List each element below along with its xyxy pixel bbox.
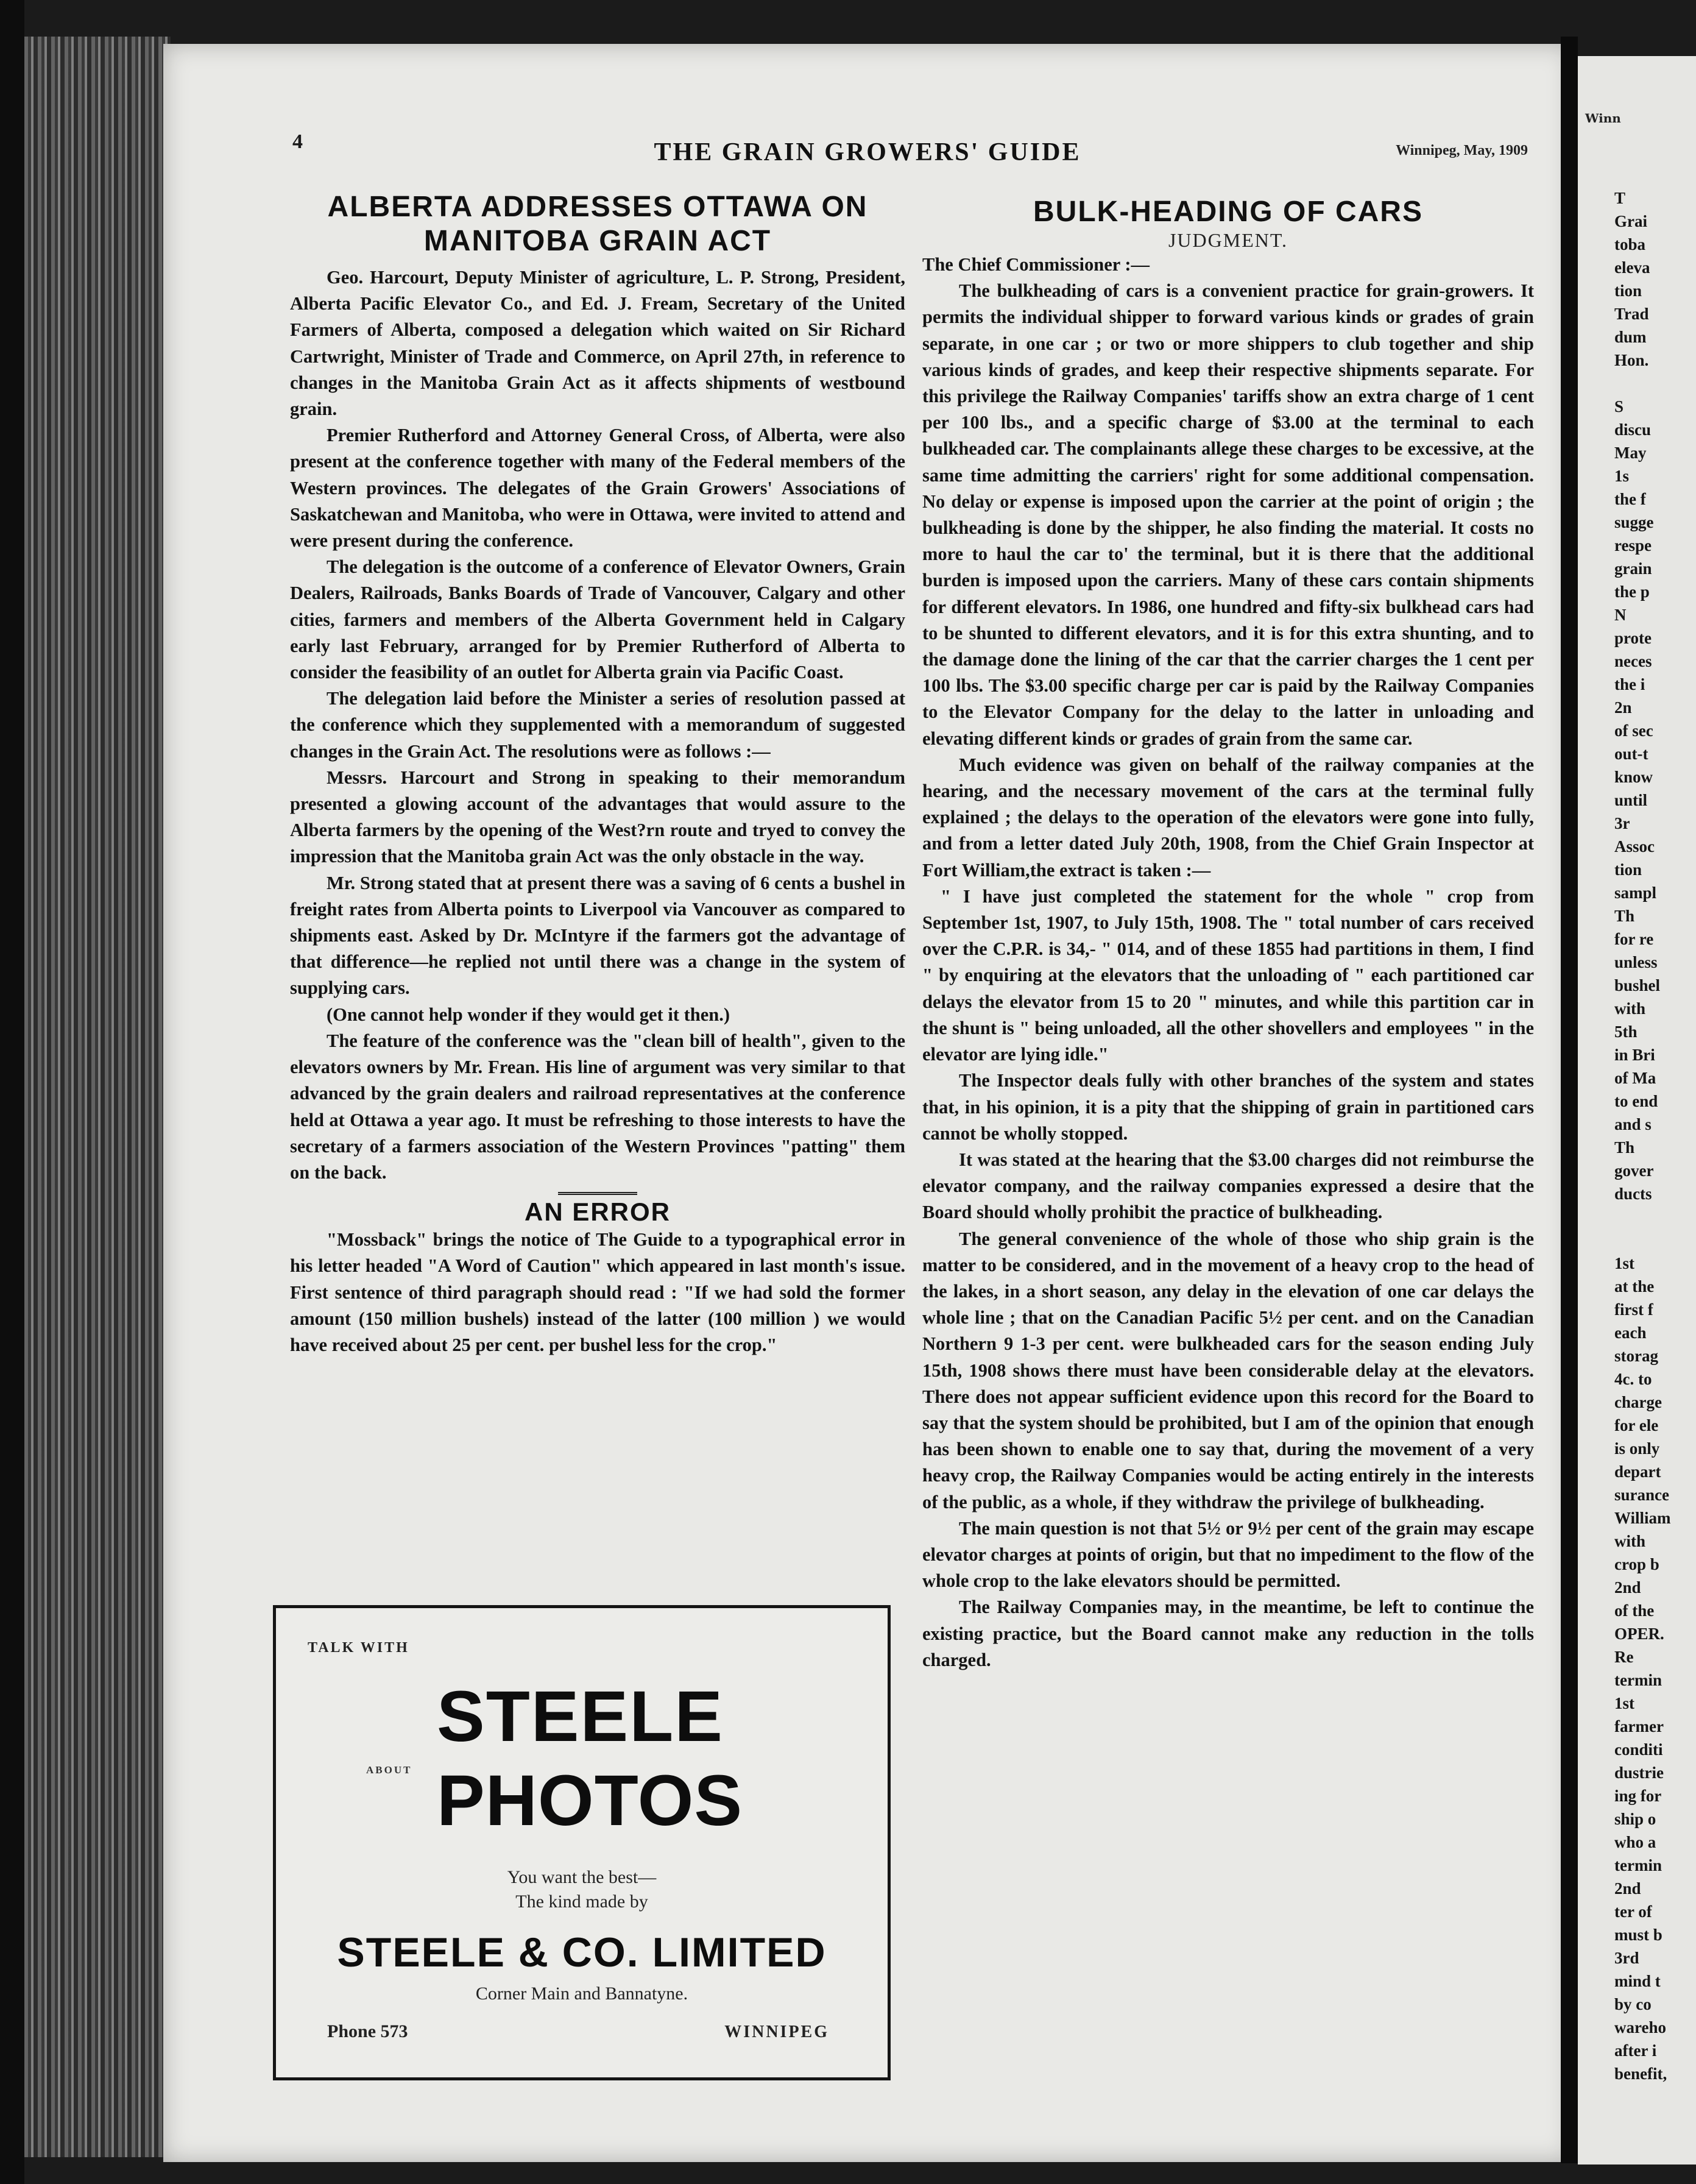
adjacent-page-line: for re [1614,930,1654,948]
adjacent-page-line: after i [1614,2041,1657,2060]
adjacent-page-line: Th [1614,1138,1635,1157]
adjacent-page-line: prote [1614,629,1652,647]
advert-steele: STEELE [437,1676,724,1757]
advert-tagline [276,1865,888,1914]
adjacent-page-line: May [1614,444,1647,462]
advert-tagline-2: The kind made by [515,1892,648,1912]
adjacent-page-line: with [1614,1532,1646,1550]
adjacent-page-line: Trad [1614,305,1649,323]
adjacent-page-line: crop b [1614,1555,1659,1573]
adjacent-page-line: mind t [1614,1972,1661,1990]
advert-company: STEELE & CO. LIMITED [337,1929,827,1976]
adjacent-page-line: out-t [1614,745,1648,763]
adjacent-page-line: termin [1614,1671,1662,1689]
adjacent-page-line: the f [1614,490,1646,508]
adjacent-page-line: dum [1614,328,1647,346]
article-paragraph: The main question is not that 5½ or 9½ per cent of the grain may escape elevator charges at points of origin, but that no impediment to the flow of the whole crop to the lake elevators should be permitted. [922,1517,1534,1592]
adjacent-page-line: respe [1614,536,1652,555]
adjacent-page-line: termin [1614,1856,1662,1874]
adjacent-page-line: T [1614,189,1626,207]
page-number: 4 [292,130,303,153]
adjacent-page-line [1578,372,1696,395]
article-paragraph: The feature of the conference was the "clean bill of health", given to the elevators owners by Mr. Frean. His line of argument was very similar to that advanced by the grain dealers and railroad representatives at the conference held at Ottawa a year ago. It must be refreshing to those interests to have the secretary of a farmers association of the Western Provinces "patting" them on the back. [290,1030,905,1183]
adjacent-page-line: William [1614,1509,1671,1527]
adjacent-page-line: sugge [1614,513,1654,531]
advert-tagline-1: You want the best— [507,1867,657,1887]
adjacent-page-line: for ele [1614,1416,1659,1434]
adjacent-page-line: depart [1614,1462,1661,1481]
article-paragraph: The Inspector deals fully with other branches of the system and states that, in his opinion, it is a pity that the shipping of grain in partitioned cars cannot be wholly stopped. [922,1070,1534,1144]
adjacent-page-line: who a [1614,1833,1656,1851]
advert-talk-with: TALK WITH [308,1640,409,1656]
article-paragraph: Messrs. Harcourt and Strong in speaking to their memorandum presented a glowing account of the advantages that would assure to the Alberta farmers by the opening of the West?rn route and tryed to convey the impression that the Manitoba grain Act was the only obstacle in the way. [290,767,905,867]
error-headline: AN ERROR [524,1197,671,1227]
article-paragraph: The Railway Companies may, in the meantime, be left to continue the existing practice, but the Board cannot make any reduction in the tolls charged. [922,1597,1534,1670]
adjacent-page-line: 2n [1614,698,1632,717]
article-paragraph: Mr. Strong stated that at present there was a saving of 6 cents a bushel in freight rates from Alberta points to Liverpool via Vancouver as compared to shipments east. Asked by Dr. McIntyre if the farmers got the advantage of that difference—he replied not until there was a change in the system of supplying cars. [290,872,905,999]
adjacent-page-line: unless [1614,953,1658,971]
adjacent-page-line: ship o [1614,1810,1656,1828]
adjacent-page-line: Th [1614,907,1635,925]
adjacent-page-line: ter of [1614,1902,1652,1921]
page-gutter [1561,37,1578,2163]
bulkheading-headline: BULK-HEADING OF CARS [1033,196,1423,228]
adjacent-page-line: storag [1614,1347,1658,1365]
right-column [922,195,1534,1673]
adjacent-page-line: benefit, [1614,2065,1667,2083]
advert-about: ABOUT [366,1764,412,1776]
adjacent-page-line: of sec [1614,722,1653,740]
adjacent-page-line: 5th [1614,1023,1638,1041]
adjacent-page-header: Winn [1585,111,1621,126]
issue-date: Winnipeg, May, 1909 [1396,143,1528,158]
adjacent-page-line: bushel [1614,976,1661,994]
error-paragraph: "Mossback" brings the notice of The Guide to a typographical error in his letter headed "A Word of Caution" which appeared in last month's issue. First sentence of third paragraph should read : "If we had sold the former amount (150 million bushels) instead of the latter (100 million ) we would have received about 25 per cent. per bushel less for the crop." [290,1229,905,1355]
adjacent-page-line: neces [1614,652,1652,670]
adjacent-page-line: charge [1614,1393,1662,1411]
article-paragraph: Premier Rutherford and Attorney General Cross, of Alberta, were also present at the conference together with many of the Federal members of the Western provinces. The delegates of the Grain Growers' Associations of Saskatchewan and Manitoba, who were in Ottawa, were invited to attend and were present during the conference. [290,425,905,551]
adjacent-page-line: S [1614,397,1624,416]
adjacent-page-line: and s [1614,1115,1652,1133]
adjacent-page-line: surance [1614,1486,1669,1504]
adjacent-page-line: N [1614,606,1627,624]
adjacent-page-line: discu [1614,420,1652,439]
adjacent-page-line: each [1614,1324,1647,1342]
steele-photos-advert [273,1605,891,2080]
adjacent-page-line: to end [1614,1092,1658,1110]
advert-address: Corner Main and Bannatyne. [475,1984,688,2004]
article-paragraph: The general convenience of the whole of those who ship grain is the matter to be considered, and in the movement of a heavy crop to the head of the lakes, in a short season, any delay in the elevation of one car delays the whole line ; that on the Canadian Pacific 5½ per cent. and on the Canadian Northern 9 1-3 per cent. were bulkheaded cars for the season ending July 15th, 1908 shows there must have been considerable delay at the elevators. There does not appear sufficient evidence upon this record for the Board to say that the system should be prohibited, but I am of the opinion that enough has been shown to enable one to say that, during the movement of a very heavy crop, the Railway Companies would be acting entirely in the interests of the public, as a whole, if they withdraw the privilege of bulkheading. [922,1228,1534,1512]
adjacent-page-line: with [1614,999,1646,1018]
adjacent-page-line: 2nd [1614,1578,1641,1597]
adjacent-page-line: 3rd [1614,1949,1639,1967]
article-paragraph: The bulkheading of cars is a convenient practice for grain-growers. It permits the individual shipper to forward various kinds or grades of grain separate, in one car ; or two or more shippers to club together and ship various kinds of grades, and keep their respective shipments separate. For this privilege the Railway Companies' tariffs show an extra charge of 1 cent per 100 lbs., and a specific charge of $3.00 at the terminal to each bulkheaded car. The complainants allege these charges to be excessive, at the same time admitting the carriers' right for some additional compensation. No delay or expense is imposed upon the carrier at the point of origin ; the bulkheading is done by the shipper, he also finding the material. It costs no more to haul the car to' the terminal, but it is there that the additional burden is imposed upon the carriers. Many of these cars contain shipments for different elevators. In 1986, one hundred and fifty-six bulkhead cars had to be shunted to different elevators, and it is for this extra shunting, and to the damage done the lining of the car that the carrier charges the 1 cent per 100 lbs. The $3.00 specific charge per car is paid by the Railway Companies to the Elevator Company for the delay to the latter in unloading and elevating different kinds or grades of grain from the same car. [922,280,1534,749]
adjacent-page-line: in Bri [1614,1046,1655,1064]
article-paragraph: Much evidence was given on behalf of the railway companies at the hearing, and the necessary movement of the cars at the terminal fully explained ; the delays to the operation of the elevators were gone into fully, and from a letter dated July 20th, 1908, from the Chief Grain Inspector at Fort William,the extract is taken :— [922,754,1534,881]
adjacent-page-line: 4c. to [1614,1370,1652,1388]
adjacent-page-line: farmer [1614,1717,1664,1736]
advert-phone: Phone 573 [327,2021,408,2041]
adjacent-page-line: gover [1614,1161,1654,1180]
article-paragraph: (One cannot help wonder if they would get it then.) [327,1004,730,1025]
adjacent-page-line [1578,1228,1696,1252]
adjacent-page-line: ing for [1614,1787,1662,1805]
adjacent-page-line: Assoc [1614,837,1655,856]
adjacent-page-line: Hon. [1614,351,1649,369]
film-edge [0,0,24,2184]
adjacent-page-line: at the [1614,1277,1655,1296]
adjacent-page-line: must b [1614,1926,1662,1944]
alberta-headline: ALBERTA ADDRESSES OTTAWA ON MANITOBA GRAIN ACT [327,191,868,257]
adjacent-page-line: the p [1614,583,1650,601]
adjacent-page-line: wareho [1614,2018,1666,2037]
judgment-subhead: JUDGMENT. [1168,229,1288,251]
adjacent-page-line: the i [1614,675,1645,693]
adjacent-page-line: tion [1614,860,1642,879]
adjacent-page-line: 1st [1614,1254,1634,1272]
adjacent-page-line: by co [1614,1995,1652,2013]
newspaper-page [163,44,1572,2162]
adjacent-page-line: Grai [1614,212,1647,230]
bound-volume-edge [24,37,171,2157]
adjacent-page-line: sampl [1614,884,1657,902]
adjacent-page-line: is only [1614,1439,1660,1458]
adjacent-page-line: Re [1614,1648,1634,1666]
adjacent-page-line: ducts [1614,1185,1652,1203]
adjacent-page-line: 3r [1614,814,1630,832]
adjacent-page-line: of the [1614,1601,1655,1620]
adjacent-page-line: eleva [1614,258,1650,277]
adjacent-page-line [1578,1205,1696,1228]
article-paragraph: The delegation is the outcome of a conference of Elevator Owners, Grain Dealers, Railroads, Banks Boards of Trade of Vancouver, Calgary and other cities, farmers and members of the Alberta Government held in Calgary early last February, arranged for by Premier Rutherford of Alberta to consider the feasibility of an outlet for Alberta grain via Pacific Coast. [290,556,905,683]
advert-photos: PHOTOS [437,1760,743,1841]
adjacent-page-line: OPER. [1614,1625,1664,1643]
article-paragraph: It was stated at the hearing that the $3.00 charges did not reimburse the elevator company, and the railway companies expressed a desire that the Board should wholly prohibit the practice of bulkheading. [922,1149,1534,1223]
adjacent-page-line: 1s [1614,467,1630,485]
adjacent-page-line: of Ma [1614,1069,1656,1087]
adjacent-page-line: grain [1614,559,1652,578]
inspector-quote: " I have just completed the statement for the whole " crop from September 1st, 1907, to July 15th, 1908. The " total number of cars received over the C.P.R. is 34,- " 014, and of these 1855 had partitions in them, I find " by enquiring at the elevators that the unloading of " each partitioned car delays the elevator from 15 to 20 " minutes, and while this partition car in the shunt is " being unloaded, all the other shovellers and employees " in the elevator are lying idle." [922,885,1534,1065]
adjacent-page-line: tion [1614,282,1642,300]
adjacent-page-line: dustrie [1614,1764,1664,1782]
adjacent-page-line: conditi [1614,1740,1663,1759]
adjacent-page-line: 1st [1614,1694,1634,1712]
article-paragraph: The delegation laid before the Minister a series of resolution passed at the conference which they supplemented with a memorandum of suggested changes in the Grain Act. The resolutions were as follows :— [290,688,905,762]
page-header [163,93,1572,166]
adjacent-page-text [1578,186,1696,2085]
adjacent-page-line: first f [1614,1300,1653,1319]
adjacent-page-line: 2nd [1614,1879,1641,1898]
adjacent-page-line: know [1614,768,1653,786]
speaker-line: The Chief Commissioner :— [922,254,1150,275]
alberta-article [290,264,905,1358]
adjacent-page-line: until [1614,791,1648,809]
masthead-title: THE GRAIN GROWERS' GUIDE [654,138,1081,166]
article-paragraph: Geo. Harcourt, Deputy Minister of agriculture, L. P. Strong, President, Alberta Pacific Elevator Co., and Ed. J. Fream, Secretary of the United Farmers of Alberta, composed a delegation which waited on Sir Richard Cartwright, Minister of Trade and Commerce, on April 27th, in reference to changes in the Manitoba Grain Act as it affects shipments of westbound grain. [290,267,905,420]
advert-city: WINNIPEG [724,2023,829,2041]
section-rule [558,1192,637,1195]
adjacent-page-fragment [1578,56,1696,2164]
adjacent-page-line: toba [1614,235,1646,254]
